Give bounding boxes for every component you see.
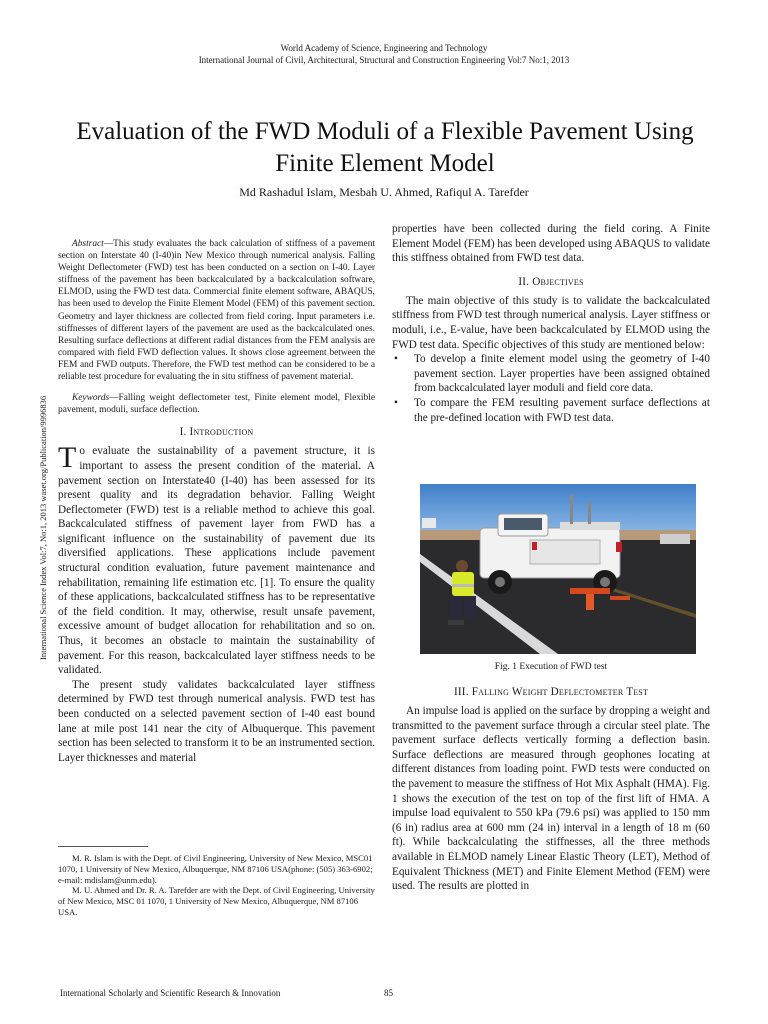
- right-column: [392, 222, 710, 425]
- objective-item-1: • To develop a finite element model using the geometry of I-40 pavement section. Layer properties have been assigned obtained from backcalculated layer moduli and field core data.: [392, 352, 710, 396]
- figure-caption: Fig. 1 Execution of FWD test: [494, 662, 608, 672]
- paper-title: Evaluation of the FWD Moduli of a Flexible Pavement Using Finite Element Model: [76, 118, 694, 177]
- journal-header-line-2: International Journal of Civil, Architectural, Structural and Construction Engineering Vol:7 No:1, 2013: [198, 55, 570, 65]
- footnote-rule: [58, 846, 148, 847]
- objectives-paragraph: The main objective of this study is to validate the backcalculated stiffness from FWD test through numerical analysis. Layer stiffness or moduli, i.e., E-value, have been backcalculated by ELMOD using the FWD test data. Specific objectives of this study are mentioned below:: [392, 294, 710, 351]
- right-column-lower: [392, 686, 710, 894]
- footnote-2: M. U. Ahmed and Dr. R. A. Tarefder are with the Dept. of Civil Engineering, University of New Mexico, MSC 01 1070, 1 University of New Mexico, Albuquerque, NM 87106 USA.: [58, 885, 375, 917]
- intro-paragraph-1-text: o evaluate the sustainability of a pavement structure, it is important to assess the present condition of the material. A pavement section on Interstate40 (I-40) has been assessed for its present quality and its degradation behavior. Falling Weight Deflectometer (FWD) test is a reliable method to achieve this goal. Backcalculated stiffness of pavement layer from FWD has a significant influence on the sustainability of pavement due its diversified applications. These applications include pavement structural condition evaluation, future pavement maintenance and rehabilitation, remaining life estimation etc. [1]. To ensure the quality of these applications, backcalculated stiffness has to be representative of the field condition. It may, otherwise, result unsafe pavement, excessive amount of budget allocation for rehabilitation and so on. Thus, it becomes an obstacle to maintain the sustainability of pavement. For this reason, backcalculated layer stiffness needs to be validated.: [58, 445, 375, 677]
- objectives-list: [392, 352, 710, 425]
- section-heading-introduction: I. Introduction: [179, 426, 254, 439]
- abstract: [58, 238, 375, 383]
- abstract-text: —This study evaluates the back calculation of stiffness of a pavement section on Interstate 40 (I-40)in New Mexico through numerical analysis. Falling Weight Deflectometer (FWD) test has been conducted on a section on I-40. Layer stiffness of the pavement has been backcalculated by a backcalculation software, ELMOD, using the FWD test data. Commercial finite element software, ABAQUS, has been used to develop the Finite Element Model (FEM) of this pavement section. Geometry and layer thickness are collected from field coring. Input parameters i.e. stiffnesses of different layers of the pavement are used as the backcalculated ones. Resulting surface deflections at different radial distances from the FEM analysis are compared with field FWD deflection values. It shows close agreement between the FEM and FWD outputs. Therefore, the FWD test method can be considered to be a reliable test procedure for evaluating the in situ stiffness of pavement material.: [58, 239, 375, 383]
- section-heading-objectives: II. Objectives: [518, 275, 584, 288]
- fwd-test-paragraph: An impulse load is applied on the surface by dropping a weight and transmitted to the pavement surface through a circular steel plate. The pavement surface deflects vertically forming a deflection basin. Surface deflections are measured through geophones locating at different distances from loading point. FWD tests were conducted on the pavement to measure the stiffness of Hot Mix Asphalt (HMA). Fig. 1 shows the execution of the test on top of the first lift of HMA. A impulse load equivalent to 550 kPa (79.6 psi) was applied to 150 mm (6 in) radius area at 600 mm (24 in) interval in a length of 18 m (60 ft). While backcalculating the stiffnesses, all the three methods available in ELMOD namely Linear Elastic Theory (LET), Method of Equivalent Thickness (MET) and Finite Element Method (FEM) were used. The results are plotted in: [392, 705, 710, 893]
- intro-paragraph-2: The present study validates backcalculated layer stiffness determined by FWD test through numerical analysis. FWD test has been conducted on a selected pavement section of I-40 east bound lane at mile post 141 near the city of Albuquerque. This pavement section has been selected to transform it to be an instrumented section. Layer thicknesses and material: [58, 678, 375, 764]
- abstract-label: Abstract: [72, 239, 104, 249]
- footnotes: [58, 853, 375, 918]
- keywords-text: —Falling weight deflectometer test, Finite element model, Flexible pavement, moduli, surface deflection.: [58, 393, 375, 416]
- keywords: [58, 392, 375, 416]
- objective-item-2: • To compare the FEM resulting pavement surface deflections at the pre-defined location with FWD test data.: [392, 396, 710, 425]
- paper-authors: Md Rashadul Islam, Mesbah U. Ahmed, Rafiqul A. Tarefder: [239, 185, 529, 199]
- fwd-test-photo: [420, 484, 696, 654]
- footer-publisher: International Scholarly and Scientific Research & Innovation: [60, 988, 281, 998]
- drop-cap: T: [58, 441, 77, 475]
- footnote-1: M. R. Islam is with the Dept. of Civil Engineering, University of New Mexico, MSC01 1070, 1 University of New Mexico, Albuquerque, NM 87106 USA(phone: (505) 363-6902; e-mail: mdislam@unm.edu).: [58, 853, 373, 885]
- journal-header-line-1: World Academy of Science, Engineering and Technology: [280, 43, 488, 53]
- intro-paragraph-1: [58, 441, 375, 678]
- intro-continuation: properties have been collected during the field coring. A Finite Element Model (FEM) has been developed using ABAQUS to validate this stiffness obtained from FWD test data.: [392, 223, 710, 265]
- side-publication-index: International Science Index Vol:7, No:1, 2013 waset.org/Publication/9996836: [38, 395, 48, 660]
- keywords-label: Keywords: [72, 393, 110, 404]
- section-heading-fwd-test: III. Falling Weight Deflectometer Test: [453, 686, 649, 698]
- left-column: [58, 238, 375, 765]
- page-number: 85: [384, 988, 393, 998]
